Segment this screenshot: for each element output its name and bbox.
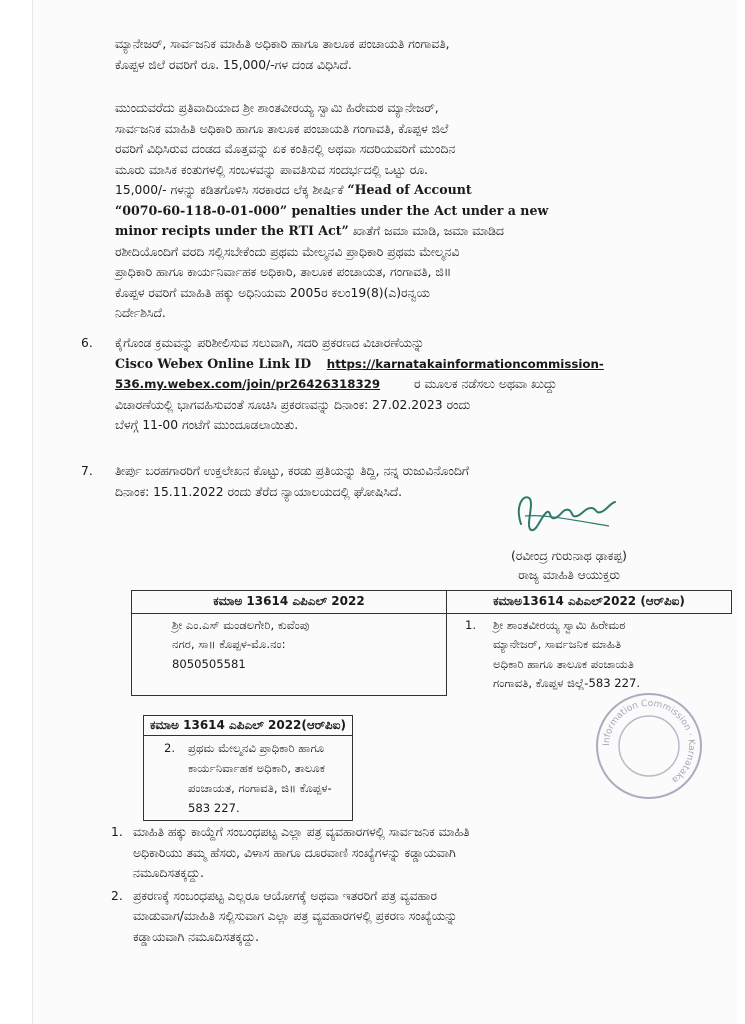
webex-link[interactable]: https://karnatakainformationcommission- (326, 356, 604, 371)
case-header-left: ಕಮಾಅ 13614 ಎಪಿಎಲ್ 2022 (132, 591, 447, 614)
text-segment: ರ ಮೂಲಕ ನಡೆಸಲು ಅಥವಾ ಖುದ್ದು (414, 377, 557, 391)
note-number: 1. (111, 825, 123, 839)
respondent-2-number: 2. (164, 741, 176, 755)
respondent-line: ಶ್ರೀ ಶಾಂತವೀರಯ್ಯ ಸ್ವಾಮಿ ಹಿರೇಮಠ (493, 617, 626, 632)
item-number: 7. (81, 464, 93, 478)
note-line: ಮಾಹಿತಿ ಹಕ್ಕು ಕಾಯ್ದೆಗೆ ಸಂಬಂಧಪಟ್ಟ ಎಲ್ಲಾ ಪತ್ರ ವ್ಯವಹಾರಗಳಲ್ಲಿ ಸಾರ್ವಜನಿಕ ಮಾಹಿತಿ (133, 825, 470, 839)
main-paragraph (115, 98, 548, 324)
svg-text:Information Commission · Karna (602, 699, 696, 785)
respondent-2-line: 583 227. (188, 801, 240, 815)
text-line: ಕೊಪ್ಪಳ ಜಿಲೆ ರವರಿಗೆ ರೂ. 15,000/-ಗಳ ದಂಡ ವಿಧಿಸಿದೆ. (115, 57, 352, 72)
notes-list (111, 822, 470, 947)
item-6-paragraph (115, 333, 604, 436)
signatory-name: (ರವೀಂದ್ರ ಗುರುನಾಥ ಢಾಕಪ್ಪ) (511, 549, 627, 563)
text-line: ಕೊಪ್ಪಳ ರವರಿಗೆ ಮಾಹಿತಿ ಹಕ್ಕು ಅಧಿನಿಯಮ 2005ರ ಕಲಂ19(8)(ಎ)ರನ್ವಯ (115, 285, 430, 300)
case-header-2: ಕಮಾಅ 13614 ಎಪಿಎಲ್ 2022(ಆರ್‌ಪಿಐ) (144, 716, 353, 736)
text-line: ಮೂರು ಮಾಸಿಕ ಕಂತುಗಳಲ್ಲಿ ಸಂಬಳವನ್ನು ಪಾವತಿಸುವ ಸಂದರ್ಭದಲ್ಲಿ ಒಟ್ಟು ರೂ. (115, 162, 428, 177)
respondent-line: ಅಧಿಕಾರಿ ಹಾಗೂ ತಾಲೂಕ ಪಂಚಾಯತಿ (493, 656, 634, 671)
note-item (111, 822, 470, 884)
respondent-2-line: ಪಂಚಾಯತ, ಗಂಗಾವತಿ, ಜಿ॥ ಕೊಪ್ಪಳ- (188, 781, 332, 795)
respondent-2-line: ಪ್ರಥಮ ಮೇಲ್ಮನವಿ ಪ್ರಾಧಿಕಾರಿ ಹಾಗೂ (188, 741, 325, 755)
text-segment: 15,000/- ಗಳನ್ನು ಕಡಿತಗೊಳಿಸಿ ಸರಕಾರದ ಲೆಕ್ಕ ಶೀರ್ಷಿಕೆ (115, 183, 344, 197)
seal-text: Information Commission · Karnataka (601, 698, 697, 785)
signatory-designation: ರಾಜ್ಯ ಮಾಹಿತಿ ಆಯುಕ್ತರು (518, 568, 620, 582)
account-code-text: “0070-60-118-0-01-000” penalties under the Act under a new (115, 202, 549, 218)
signature-image (513, 486, 623, 536)
appellant-line: ನಗರ, ಸಾ॥ ಕೊಪ್ಪಳ-ಮೊ.ನಂ: (172, 637, 286, 651)
signatory-block (511, 547, 627, 585)
webex-label: Cisco Webex Online Link ID (115, 355, 312, 371)
respondent-cell (447, 613, 732, 696)
case-table (131, 590, 732, 696)
text-line: ಮ್ಯಾನೇಜರ್, ಸಾರ್ವಜನಿಕ ಮಾಹಿತಿ ಅಧಿಕಾರಿ ಹಾಗೂ ತಾಲೂಕ ಪಂಚಾಯತಿ ಗಂಗಾವತಿ, (115, 37, 450, 51)
appellant-line: ಶ್ರೀ ಎಂ.ಎಸ್ ಮಂಡಲಗೇರಿ, ಕುವೆಂಪು (172, 617, 310, 632)
text-segment: ಖಾತೆಗೆ ಜಮಾ ಮಾಡಿ, ಜಮಾ ಮಾಡಿದ (352, 224, 504, 238)
document-page (32, 0, 738, 1024)
text-line: ರಶೀದಿಯೊಂದಿಗೆ ವರದಿ ಸಲ್ಲಿಸಬೇಕೆಂದು ಪ್ರಥಮ ಮೇಲ್ಮನವಿ ಪ್ರಾಧಿಕಾರಿ ಪ್ರಥಮ ಮೇಲ್ಮನವಿ (115, 244, 460, 259)
respondent-line: ಗಂಗಾವತಿ, ಕೊಪ್ಪಳ ಜಿಲ್ಲೆ-583 227. (493, 676, 641, 690)
text-line (115, 354, 604, 375)
text-line (115, 221, 548, 242)
note-number: 2. (111, 888, 123, 903)
text-line: ವಿಚಾರಣೆಯಲ್ಲಿ ಭಾಗವಹಿಸುವಂತೆ ಸೂಚಿಸಿ ಪ್ರಕರಣವನ್ನು ದಿನಾಂಕ: 27.02.2023 ರಂದು (115, 397, 471, 412)
text-line: ಮುಂದುವರೆದು ಪ್ರತಿವಾದಿಯಾದ ಶ್ರೀ ಶಾಂತವೀರಯ್ಯ ಸ್ವಾಮಿ ಹಿರೇಮಠ ಮ್ಯಾನೇಜರ್, (115, 101, 439, 115)
respondent-2-line: ಕಾರ್ಯನಿರ್ವಾಹಕ ಅಧಿಕಾರಿ, ತಾಲೂಕ (188, 761, 325, 775)
item-number: 6. (81, 336, 93, 350)
text-line: ದಿನಾಂಕ: 15.11.2022 ರಂದು ತೆರೆದ ನ್ಯಾಯಾಲಯದಲ್ಲಿ ಘೋಷಿಸಿದೆ. (115, 484, 403, 499)
rti-act-text: minor recipts under the RTI Act” (115, 223, 349, 238)
item-7-paragraph (115, 461, 469, 502)
text-line: ಕೈಗೊಂಡ ಕ್ರಮವನ್ನು ಪರಿಶೀಲಿಸುವ ಸಲುವಾಗಿ, ಸದರಿ ಪ್ರಕರಣದ ವಿಚಾರಣೆಯನ್ನು (115, 336, 425, 350)
webex-link-continued[interactable]: 536.my.webex.com/join/pr26426318329 (115, 377, 381, 391)
text-line: ರವರಿಗೆ ವಿಧಿಸಿರುವ ದಂಡದ ಮೊತ್ತವನ್ನು ಏಕ ಕಂತಿನಲ್ಲಿ ಅಥವಾ ಸದರಿಯವರಿಗೆ ಮುಂದಿನ (115, 142, 456, 156)
note-line: ನಮೂದಿಸತಕ್ಕದ್ದು. (133, 866, 204, 880)
case-header-right: ಕಮಾಅ13614 ಎಪಿಎಲ್2022 (ಆರ್‌ಪಿಐ) (447, 591, 732, 614)
note-line: ಮಾಡುವಾಗ/ಮಾಹಿತಿ ಸಲ್ಲಿಸುವಾಗ ಎಲ್ಲಾ ಪತ್ರ ವ್ಯವಹಾರಗಳಲ್ಲಿ ಪ್ರಕರಣ ಸಂಖ್ಯೆಯನ್ನು (133, 909, 458, 923)
note-item (111, 886, 470, 948)
note-line: ಪ್ರಕರಣಕ್ಕೆ ಸಂಬಂಧಪಟ್ಟ ಎಲ್ಲರೂ ಆಯೋಗಕ್ಕೆ ಅಥವಾ ಇತರರಿಗೆ ಪತ್ರ ವ್ಯವಹಾರ (133, 888, 437, 903)
text-line: ತೀರ್ಪು ಬರಹಗಾರರಿಗೆ ಉಕ್ತಲೇಖನ ಕೊಟ್ಟು, ಕರಡು ಪ್ರತಿಯನ್ನು ತಿದ್ದಿ, ನನ್ನ ರುಜುವಿನೊಂದಿಗೆ (115, 464, 469, 478)
note-line: ಅಧಿಕಾರಿಯು ತಮ್ಮ ಹೆಸರು, ವಿಳಾಸ ಹಾಗೂ ದೂರವಾಣಿ ಸಂಖ್ಯೆಗಳನ್ನು ಕಡ್ಡಾಯವಾಗಿ (133, 845, 456, 860)
commission-seal (593, 690, 705, 802)
text-line: ಸಾರ್ವಜನಿಕ ಮಾಹಿತಿ ಅಧಿಕಾರಿ ಹಾಗೂ ತಾಲೂಕ ಪಂಚಾಯತಿ ಗಂಗಾವತಿ, ಕೊಪ್ಪಳ ಜಿಲೆ (115, 121, 449, 136)
text-line: ನಿರ್ದೇಶಿಸಿದೆ. (115, 306, 166, 320)
text-line (115, 374, 604, 395)
intro-paragraph (115, 34, 450, 75)
note-line: ಕಡ್ಡಾಯವಾಗಿ ನಮೂದಿಸತಕ್ಕದ್ದು. (133, 929, 260, 944)
appellant-line: 8050505581 (172, 656, 246, 671)
respondent-2-cell (144, 736, 353, 821)
appellant-cell (132, 613, 447, 696)
case-table-2 (143, 715, 353, 821)
respondent-number: 1. (465, 617, 477, 632)
text-line (115, 180, 548, 201)
text-line: ಬೆಳಗ್ಗೆ 11-00 ಗಂಟೆಗೆ ಮುಂದೂಡಲಾಯಿತು. (115, 418, 299, 432)
respondent-line: ಮ್ಯಾನೇಜರ್, ಸಾರ್ವಜನಿಕ ಮಾಹಿತಿ (493, 637, 622, 651)
text-line: ಪ್ರಾಧಿಕಾರಿ ಹಾಗೂ ಕಾರ್ಯನಿರ್ವಾಹಕ ಅಧಿಕಾರಿ, ತಾಲೂಕ ಪಂಚಾಯತ, ಗಂಗಾವತಿ, ಜಿ॥ (115, 265, 452, 279)
head-of-account-text: “Head of Account (347, 182, 472, 197)
